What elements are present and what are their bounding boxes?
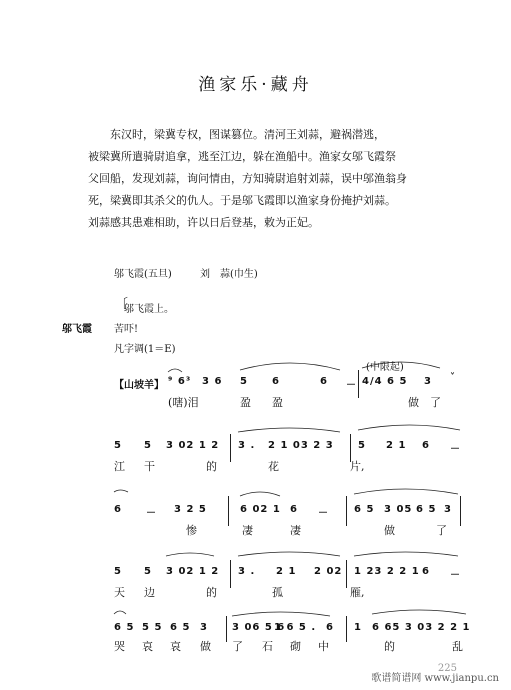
note: 6 02 1 bbox=[240, 504, 281, 515]
synopsis-line: 东汉时，梁冀专权，图谋篡位。清河王刘蒜，避祸潜逃， bbox=[110, 128, 385, 141]
speech-text: 苦吓! bbox=[114, 324, 139, 335]
note: 5 5 bbox=[142, 622, 163, 633]
lyric: 做 bbox=[384, 524, 395, 537]
lyric: 中 bbox=[318, 640, 329, 653]
note: 3 06 5 6 bbox=[232, 622, 286, 633]
synopsis-line: 刘蒜感其患难相助，许以日后登基，敕为正妃。 bbox=[88, 216, 319, 229]
lyric: 盈 bbox=[240, 396, 251, 409]
lyric: 做 bbox=[408, 396, 419, 409]
note: 6 bbox=[272, 376, 280, 387]
note: 5 bbox=[240, 376, 248, 387]
lyric: 乱 bbox=[452, 640, 463, 653]
lyric: 江 bbox=[114, 460, 125, 473]
lyric: 了 bbox=[232, 640, 243, 653]
note: 3 . bbox=[238, 566, 256, 577]
note: 6 bbox=[114, 504, 122, 515]
note: 3 . bbox=[238, 440, 256, 451]
page-title: 渔家乐·藏舟 bbox=[198, 75, 313, 95]
page-number: 225 bbox=[437, 663, 457, 674]
note: 5 bbox=[114, 566, 122, 577]
lyric: 凄 bbox=[290, 524, 301, 537]
synopsis-line: 父回船，发现刘蒜，询问情由，方知骑尉追射刘蒜，误中邬渔翁身 bbox=[88, 172, 407, 185]
note: 2 02 bbox=[314, 566, 343, 577]
lyric: 边 bbox=[144, 586, 155, 599]
lyric: 石 bbox=[262, 640, 273, 653]
lyric: 干 bbox=[144, 460, 155, 473]
note: 3 bbox=[200, 622, 208, 633]
note: 5 bbox=[114, 440, 122, 451]
note: 3 6 bbox=[202, 376, 223, 387]
note: － bbox=[450, 444, 461, 455]
note: 6 5 bbox=[170, 622, 191, 633]
note: 6 bbox=[326, 622, 334, 633]
note: 6 bbox=[320, 376, 328, 387]
watermark: 歌谱简谱网 www.jianpu.cn bbox=[371, 673, 499, 684]
note: 1 23 2 2 1 bbox=[354, 566, 420, 577]
note: 3 bbox=[424, 376, 432, 387]
note: 3 02 1 2 bbox=[166, 566, 220, 577]
lyric: 惨 bbox=[186, 524, 197, 537]
note: 5 bbox=[358, 440, 366, 451]
note: 2 1 bbox=[276, 566, 297, 577]
cast-role-1: 邬飞霞(五旦) bbox=[114, 269, 172, 280]
lyric: 的 bbox=[206, 586, 217, 599]
note: 6 bbox=[290, 504, 298, 515]
lyric: 片, bbox=[350, 460, 365, 473]
lyric: 哀 bbox=[142, 640, 153, 653]
note: 1 bbox=[354, 622, 362, 633]
synopsis-line: 死，梁冀即其杀父的仇人。于是邬飞霞即以渔家身份掩护刘蒜。 bbox=[88, 194, 396, 207]
tune-name: 【山坡羊】 bbox=[114, 380, 164, 391]
lyric: 花 bbox=[268, 460, 279, 473]
note: 5 bbox=[144, 440, 152, 451]
note: 6 5 bbox=[416, 504, 437, 515]
lyric: (嗐)泪 bbox=[168, 396, 199, 409]
note: 6 bbox=[422, 566, 430, 577]
stage-direction: 邬飞霞上。 bbox=[124, 304, 174, 315]
breath-mark: ˅ bbox=[450, 372, 456, 383]
lyric: 盈 bbox=[272, 396, 283, 409]
note: 6 65 3 03 2 2 1 bbox=[372, 622, 471, 633]
note: 6 bbox=[422, 440, 430, 451]
speaker-label: 邬飞霞 bbox=[62, 324, 92, 335]
lyric: 的 bbox=[206, 460, 217, 473]
note: 3 bbox=[444, 504, 452, 515]
key-signature: 凡字调(1＝E) bbox=[114, 344, 176, 355]
lyric: 了 bbox=[436, 524, 447, 537]
cast-role-2: 刘 蒜(巾生) bbox=[200, 269, 258, 280]
lyric: 哭 bbox=[114, 640, 125, 653]
note: 3 05 bbox=[384, 504, 413, 515]
lyric: 哀 bbox=[170, 640, 181, 653]
note: ⁹ 6³ bbox=[168, 376, 192, 387]
lyric: 做 bbox=[200, 640, 211, 653]
lyric: 了 bbox=[430, 396, 441, 409]
note: 2 1 03 2 3 bbox=[268, 440, 334, 451]
synopsis-line: 被梁冀所遣骑尉追拿，逃至江边，躲在渔船中。渔家女邬飞霞祭 bbox=[88, 150, 396, 163]
note: 4/4 6 5 bbox=[362, 376, 408, 387]
note: 2 1 bbox=[386, 440, 407, 451]
note: － bbox=[318, 508, 329, 519]
lyric: 孤 bbox=[272, 586, 283, 599]
lyric: 砌 bbox=[290, 640, 301, 653]
note: 5 bbox=[144, 566, 152, 577]
lyric: 天 bbox=[114, 586, 125, 599]
note: 3 2 5 bbox=[174, 504, 207, 515]
lyric: 的 bbox=[384, 640, 395, 653]
note: － bbox=[450, 570, 461, 581]
tempo-marking: (中限起) bbox=[366, 362, 404, 373]
note: － bbox=[146, 508, 157, 519]
lyric: 雁, bbox=[350, 586, 365, 599]
note: 6 5 bbox=[114, 622, 135, 633]
note: － bbox=[346, 380, 357, 391]
note: 6 5 bbox=[354, 504, 375, 515]
note: 1 6 5 . bbox=[274, 622, 317, 633]
note: 3 02 1 2 bbox=[166, 440, 220, 451]
bracket: 〔 bbox=[114, 297, 128, 313]
lyric: 凄 bbox=[242, 524, 253, 537]
